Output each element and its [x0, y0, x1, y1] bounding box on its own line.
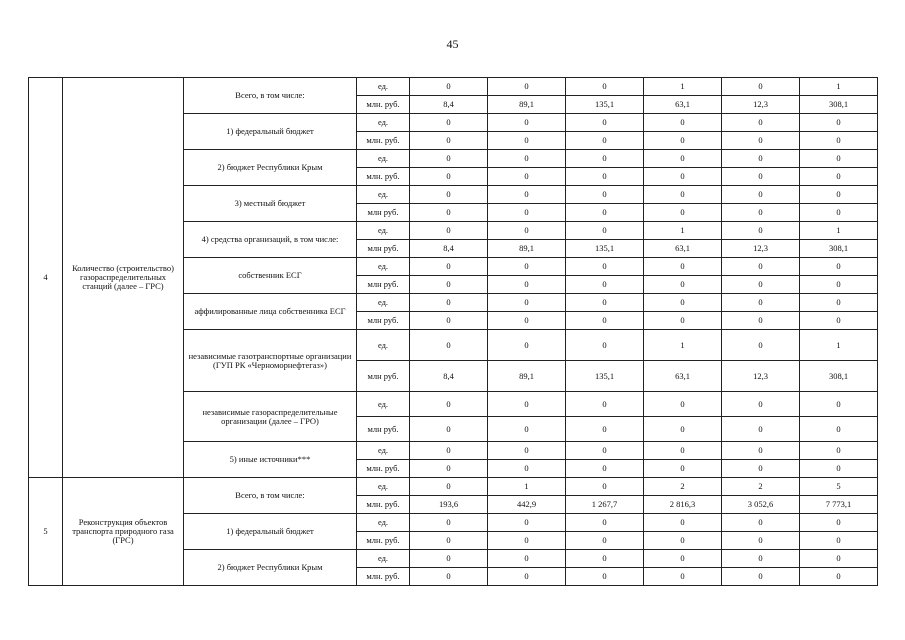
value-cell: 0	[410, 204, 488, 222]
value-cell: 0	[410, 222, 488, 240]
value-cell: 89,1	[488, 240, 566, 258]
value-cell: 0	[488, 460, 566, 478]
unit-cell: ед.	[357, 550, 410, 568]
funding-source-label: 2) бюджет Республики Крым	[184, 550, 357, 586]
value-cell: 0	[488, 568, 566, 586]
value-cell: 0	[566, 514, 644, 532]
table-row	[29, 78, 878, 96]
value-cell: 0	[722, 392, 800, 417]
value-cell: 0	[800, 150, 878, 168]
unit-cell: ед.	[357, 222, 410, 240]
value-cell: 0	[488, 204, 566, 222]
value-cell: 0	[488, 312, 566, 330]
funding-source-label: 4) средства организаций, в том числе:	[184, 222, 357, 258]
unit-cell: млн. руб.	[357, 496, 410, 514]
value-cell: 0	[800, 186, 878, 204]
value-cell: 308,1	[800, 240, 878, 258]
table-row	[29, 478, 878, 496]
value-cell: 0	[488, 132, 566, 150]
value-cell: 0	[644, 417, 722, 442]
value-cell: 2	[644, 478, 722, 496]
value-cell: 0	[644, 460, 722, 478]
value-cell: 0	[488, 330, 566, 361]
unit-cell: млн. руб.	[357, 96, 410, 114]
value-cell: 0	[644, 132, 722, 150]
value-cell: 0	[722, 460, 800, 478]
value-cell: 0	[410, 392, 488, 417]
value-cell: 0	[722, 114, 800, 132]
value-cell: 0	[722, 330, 800, 361]
value-cell: 0	[800, 114, 878, 132]
value-cell: 0	[566, 550, 644, 568]
value-cell: 0	[488, 258, 566, 276]
value-cell: 0	[800, 514, 878, 532]
value-cell: 0	[800, 417, 878, 442]
value-cell: 0	[644, 442, 722, 460]
value-cell: 8,4	[410, 96, 488, 114]
value-cell: 0	[488, 222, 566, 240]
value-cell: 0	[410, 258, 488, 276]
value-cell: 1	[488, 478, 566, 496]
value-cell: 89,1	[488, 96, 566, 114]
value-cell: 0	[488, 514, 566, 532]
unit-cell: млн. руб.	[357, 168, 410, 186]
value-cell: 0	[566, 132, 644, 150]
value-cell: 12,3	[722, 240, 800, 258]
value-cell: 0	[800, 168, 878, 186]
row-number: 4	[29, 78, 63, 478]
value-cell: 1	[800, 78, 878, 96]
value-cell: 0	[800, 392, 878, 417]
value-cell: 0	[566, 417, 644, 442]
row-number: 5	[29, 478, 63, 586]
unit-cell: млн руб.	[357, 276, 410, 294]
unit-cell: млн. руб.	[357, 532, 410, 550]
value-cell: 0	[566, 478, 644, 496]
value-cell: 0	[488, 532, 566, 550]
value-cell: 0	[566, 168, 644, 186]
value-cell: 0	[566, 392, 644, 417]
unit-cell: млн. руб.	[357, 568, 410, 586]
value-cell: 0	[722, 186, 800, 204]
unit-cell: ед.	[357, 392, 410, 417]
value-cell: 0	[722, 417, 800, 442]
value-cell: 0	[800, 294, 878, 312]
value-cell: 0	[566, 258, 644, 276]
value-cell: 0	[488, 276, 566, 294]
unit-cell: млн. руб.	[357, 460, 410, 478]
value-cell: 2	[722, 478, 800, 496]
unit-cell: ед.	[357, 258, 410, 276]
value-cell: 0	[566, 294, 644, 312]
value-cell: 0	[566, 204, 644, 222]
value-cell: 0	[800, 568, 878, 586]
value-cell: 0	[644, 312, 722, 330]
value-cell: 0	[410, 532, 488, 550]
value-cell: 0	[644, 532, 722, 550]
value-cell: 0	[800, 312, 878, 330]
value-cell: 0	[488, 114, 566, 132]
funding-source-label: 1) федеральный бюджет	[184, 114, 357, 150]
value-cell: 0	[488, 294, 566, 312]
value-cell: 135,1	[566, 96, 644, 114]
value-cell: 0	[722, 312, 800, 330]
unit-cell: ед.	[357, 186, 410, 204]
unit-cell: млн руб.	[357, 361, 410, 392]
indicator-name: Реконструкция объектов транспорта природного газа (ГРС)	[63, 478, 184, 586]
value-cell: 2 816,3	[644, 496, 722, 514]
value-cell: 0	[722, 514, 800, 532]
unit-cell: ед.	[357, 294, 410, 312]
unit-cell: ед.	[357, 114, 410, 132]
value-cell: 0	[644, 392, 722, 417]
value-cell: 0	[488, 392, 566, 417]
value-cell: 8,4	[410, 240, 488, 258]
value-cell: 0	[722, 78, 800, 96]
value-cell: 0	[488, 186, 566, 204]
value-cell: 308,1	[800, 96, 878, 114]
value-cell: 0	[800, 460, 878, 478]
unit-cell: ед.	[357, 330, 410, 361]
value-cell: 0	[722, 132, 800, 150]
value-cell: 1	[644, 78, 722, 96]
value-cell: 0	[566, 78, 644, 96]
value-cell: 0	[410, 550, 488, 568]
value-cell: 0	[410, 442, 488, 460]
value-cell: 135,1	[566, 240, 644, 258]
unit-cell: млн руб.	[357, 240, 410, 258]
value-cell: 0	[488, 550, 566, 568]
value-cell: 0	[800, 258, 878, 276]
value-cell: 0	[488, 442, 566, 460]
value-cell: 63,1	[644, 361, 722, 392]
value-cell: 0	[722, 532, 800, 550]
value-cell: 0	[800, 204, 878, 222]
funding-source-label: независимые газотранспортные организации (ГУП РК «Черноморнефтегаз»)	[184, 330, 357, 392]
funding-source-label: 3) местный бюджет	[184, 186, 357, 222]
funding-source-label: 1) федеральный бюджет	[184, 514, 357, 550]
value-cell: 1	[800, 330, 878, 361]
value-cell: 308,1	[800, 361, 878, 392]
value-cell: 0	[566, 114, 644, 132]
value-cell: 0	[644, 550, 722, 568]
indicator-name: Количество (строительство) газораспределительных станций (далее – ГРС)	[63, 78, 184, 478]
value-cell: 0	[410, 568, 488, 586]
value-cell: 0	[410, 168, 488, 186]
funding-source-label: собственник ЕСГ	[184, 258, 357, 294]
value-cell: 0	[722, 150, 800, 168]
value-cell: 0	[566, 276, 644, 294]
value-cell: 0	[410, 514, 488, 532]
value-cell: 193,6	[410, 496, 488, 514]
value-cell: 0	[644, 294, 722, 312]
value-cell: 0	[410, 312, 488, 330]
value-cell: 12,3	[722, 361, 800, 392]
value-cell: 0	[722, 550, 800, 568]
value-cell: 5	[800, 478, 878, 496]
value-cell: 0	[410, 478, 488, 496]
value-cell: 0	[410, 150, 488, 168]
unit-cell: ед.	[357, 478, 410, 496]
funding-source-label: независимые газораспределительные организации (далее – ГРО)	[184, 392, 357, 442]
value-cell: 0	[488, 78, 566, 96]
value-cell: 0	[566, 568, 644, 586]
value-cell: 1	[800, 222, 878, 240]
value-cell: 0	[488, 417, 566, 442]
value-cell: 0	[800, 532, 878, 550]
funding-source-label: 5) иные источники***	[184, 442, 357, 478]
value-cell: 0	[722, 294, 800, 312]
value-cell: 0	[566, 186, 644, 204]
value-cell: 0	[410, 276, 488, 294]
unit-cell: млн руб.	[357, 204, 410, 222]
value-cell: 0	[566, 150, 644, 168]
value-cell: 0	[410, 132, 488, 150]
value-cell: 0	[566, 532, 644, 550]
value-cell: 135,1	[566, 361, 644, 392]
value-cell: 0	[644, 150, 722, 168]
value-cell: 0	[410, 78, 488, 96]
value-cell: 0	[644, 168, 722, 186]
funding-source-label: Всего, в том числе:	[184, 478, 357, 514]
value-cell: 0	[410, 330, 488, 361]
value-cell: 0	[644, 514, 722, 532]
value-cell: 0	[566, 442, 644, 460]
value-cell: 0	[566, 222, 644, 240]
unit-cell: ед.	[357, 514, 410, 532]
value-cell: 1	[644, 330, 722, 361]
value-cell: 0	[410, 417, 488, 442]
value-cell: 0	[410, 186, 488, 204]
page-number: 45	[446, 37, 459, 51]
unit-cell: млн. руб.	[357, 132, 410, 150]
funding-source-label: аффилированные лица собственника ЕСГ	[184, 294, 357, 330]
value-cell: 1 267,7	[566, 496, 644, 514]
value-cell: 0	[800, 550, 878, 568]
value-cell: 0	[644, 186, 722, 204]
unit-cell: млн руб.	[357, 417, 410, 442]
value-cell: 0	[566, 330, 644, 361]
value-cell: 0	[644, 276, 722, 294]
value-cell: 0	[488, 150, 566, 168]
value-cell: 0	[722, 442, 800, 460]
value-cell: 0	[410, 114, 488, 132]
value-cell: 0	[644, 204, 722, 222]
value-cell: 0	[488, 168, 566, 186]
value-cell: 3 052,6	[722, 496, 800, 514]
value-cell: 0	[722, 276, 800, 294]
value-cell: 0	[566, 312, 644, 330]
value-cell: 0	[722, 568, 800, 586]
value-cell: 0	[722, 258, 800, 276]
value-cell: 12,3	[722, 96, 800, 114]
funding-source-label: 2) бюджет Республики Крым	[184, 150, 357, 186]
value-cell: 0	[644, 114, 722, 132]
value-cell: 0	[410, 294, 488, 312]
value-cell: 0	[800, 132, 878, 150]
value-cell: 0	[644, 258, 722, 276]
value-cell: 1	[644, 222, 722, 240]
value-cell: 63,1	[644, 240, 722, 258]
unit-cell: ед.	[357, 442, 410, 460]
funding-source-label: Всего, в том числе:	[184, 78, 357, 114]
value-cell: 8,4	[410, 361, 488, 392]
value-cell: 0	[722, 204, 800, 222]
value-cell: 0	[566, 460, 644, 478]
unit-cell: млн руб.	[357, 312, 410, 330]
budget-table	[28, 77, 878, 586]
value-cell: 442,9	[488, 496, 566, 514]
value-cell: 0	[800, 442, 878, 460]
unit-cell: ед.	[357, 150, 410, 168]
value-cell: 0	[722, 168, 800, 186]
value-cell: 63,1	[644, 96, 722, 114]
value-cell: 0	[722, 222, 800, 240]
value-cell: 89,1	[488, 361, 566, 392]
unit-cell: ед.	[357, 78, 410, 96]
value-cell: 0	[644, 568, 722, 586]
value-cell: 0	[410, 460, 488, 478]
value-cell: 7 773,1	[800, 496, 878, 514]
value-cell: 0	[800, 276, 878, 294]
